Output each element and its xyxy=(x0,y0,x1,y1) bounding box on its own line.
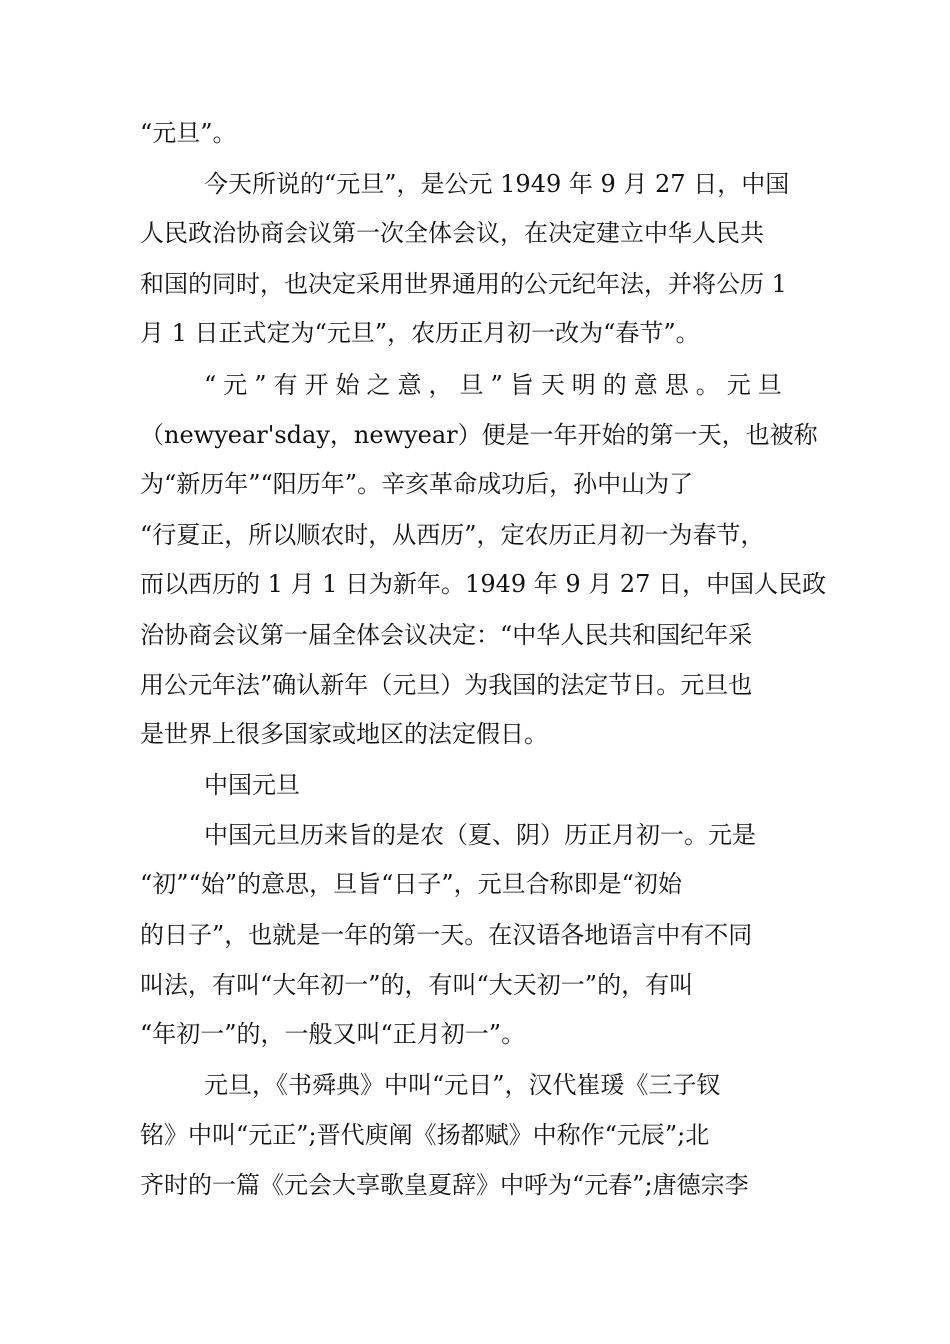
paragraph-first-line: 元旦，《书舜典》中叫“元日”，汉代崔瑗《三子钗 xyxy=(204,1071,721,1099)
text-line: 是世界上很多国家或地区的法定假日。 xyxy=(140,720,548,748)
text-line: “行夏正，所以顺农时，从西历”，定农历正月初一为春节， xyxy=(140,521,765,549)
text-line: 月 1 日正式定为“元旦”，农历正月初一改为“春节”。 xyxy=(140,319,700,347)
text-line: 叫法，有叫“大年初一”的，有叫“大天初一”的，有叫 xyxy=(140,971,694,999)
paragraph-first-line: “元”有开始之意，旦”旨天明的意思。元旦 xyxy=(204,371,789,399)
paragraph-first-line: 今天所说的“元旦”，是公元 1949 年 9 月 27 日，中国 xyxy=(204,170,790,198)
text-line: “元旦”。 xyxy=(140,119,237,147)
text-line: 为“新历年”“阳历年”。辛亥革命成功后，孙中山为了 xyxy=(140,470,694,498)
text-line: 而以西历的 1 月 1 日为新年。1949 年 9 月 27 日，中国人民政 xyxy=(140,570,827,598)
paragraph-first-line: 中国元旦历来旨的是农（夏、阴）历正月初一。元是 xyxy=(204,821,756,849)
text-line: 铭》中叫“元正”;晋代庾阐《扬都赋》中称作“元辰”;北 xyxy=(140,1121,710,1149)
text-line: （newyear'sday，newyear）便是一年开始的第一天，也被称 xyxy=(140,421,818,449)
text-line: “年初一”的，一般又叫“正月初一”。 xyxy=(140,1020,526,1048)
section-heading: 中国元旦 xyxy=(204,771,300,799)
text-line: “初”“始”的意思，旦旨“日子”，元旦合称即是“初始 xyxy=(140,870,682,898)
text-line: 的日子”，也就是一年的第一天。在汉语各地语言中有不同 xyxy=(140,921,753,949)
text-line: 治协商会议第一届全体会议决定：“中华人民共和国纪年采 xyxy=(140,621,753,649)
text-line: 和国的同时，也决定采用世界通用的公元纪年法，并将公历 1 xyxy=(140,270,787,298)
text-line: 用公元年法”确认新年（元旦）为我国的法定节日。元旦也 xyxy=(140,671,753,699)
text-line: 人民政治协商会议第一次全体会议，在决定建立中华人民共 xyxy=(140,219,764,247)
text-line: 齐时的一篇《元会大享歌皇夏辞》中呼为“元春”;唐德宗李 xyxy=(140,1171,749,1199)
